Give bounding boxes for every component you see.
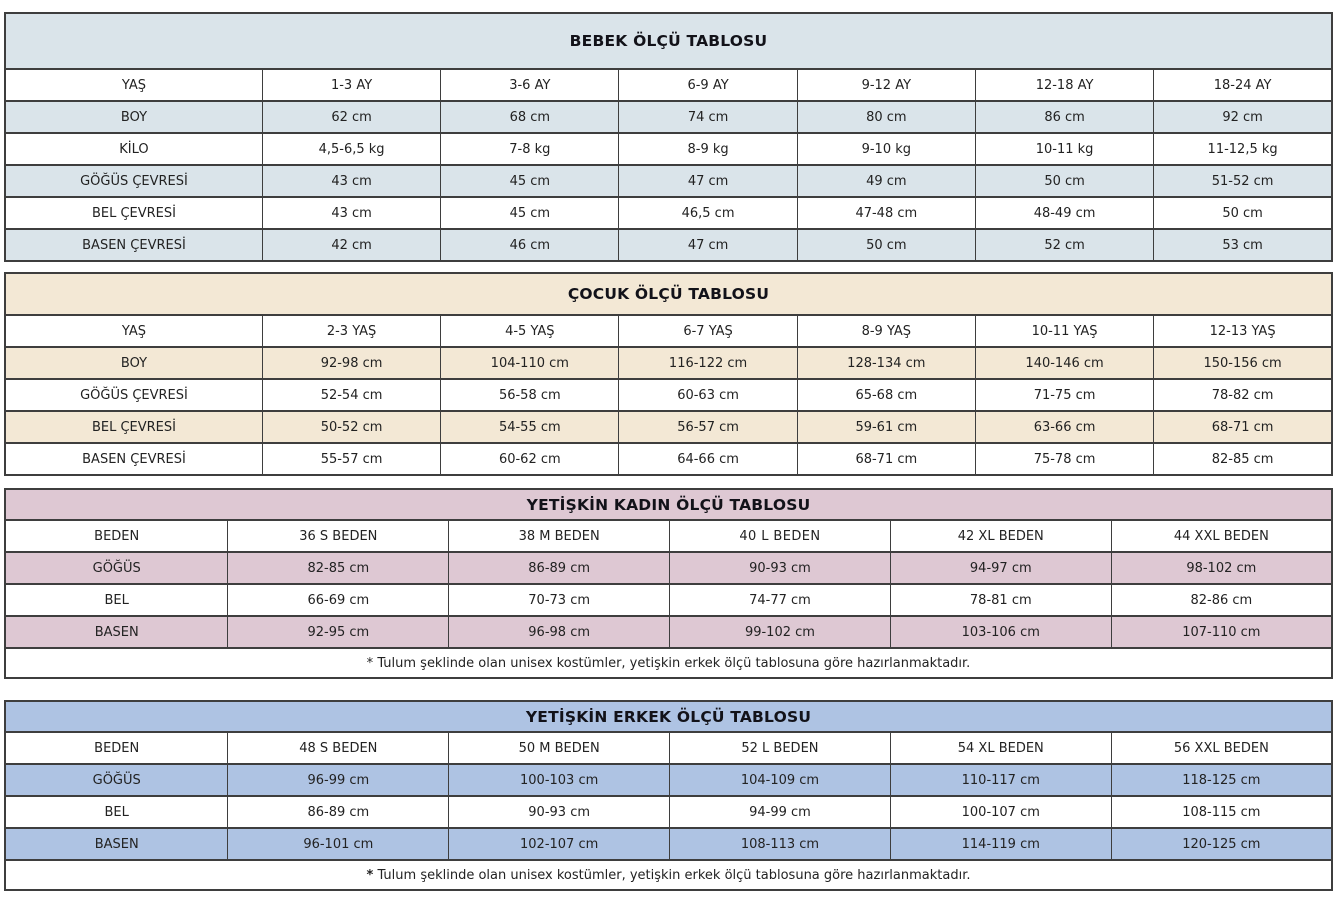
cell-value: 100-103 cm [449, 764, 670, 796]
cell-value: 40 L BEDEN [670, 520, 891, 552]
row-label: BASEN ÇEVRESİ [5, 229, 262, 261]
cell-value: 103-106 cm [890, 616, 1111, 648]
cell-value: 118-125 cm [1111, 764, 1332, 796]
cell-value: 68-71 cm [797, 443, 975, 475]
cell-value: 43 cm [262, 197, 440, 229]
cell-value: 96-98 cm [449, 616, 670, 648]
cell-value: 70-73 cm [449, 584, 670, 616]
cell-value: 100-107 cm [890, 796, 1111, 828]
cell-value: 108-115 cm [1111, 796, 1332, 828]
cell-value: 60-62 cm [441, 443, 619, 475]
cell-value: 62 cm [262, 101, 440, 133]
cell-value: 47-48 cm [797, 197, 975, 229]
cell-value: 6-9 AY [619, 69, 797, 101]
footnote-text: Tulum şeklinde olan unisex kostümler, yetişkin erkek ölçü tablosuna göre hazırlanmaktadır. [377, 867, 971, 883]
cell-value: 66-69 cm [228, 584, 449, 616]
cell-value: 74-77 cm [670, 584, 891, 616]
cell-value: 86 cm [975, 101, 1153, 133]
cell-value: 90-93 cm [670, 552, 891, 584]
size-table-kadin [4, 488, 1333, 679]
cell-value: 59-61 cm [797, 411, 975, 443]
cell-value: 10-11 kg [975, 133, 1153, 165]
row-label: GÖĞÜS ÇEVRESİ [5, 379, 262, 411]
row-label: BASEN [5, 828, 228, 860]
cell-value: 4,5-6,5 kg [262, 133, 440, 165]
footnote-asterisk: * [366, 867, 374, 883]
cell-value: 52-54 cm [262, 379, 440, 411]
cell-value: 75-78 cm [975, 443, 1153, 475]
cell-value: 98-102 cm [1111, 552, 1332, 584]
cell-value: 86-89 cm [228, 796, 449, 828]
row-label: BEL [5, 584, 228, 616]
cell-value: 7-8 kg [441, 133, 619, 165]
footnote-erkek [5, 860, 1332, 890]
cell-value: 110-117 cm [890, 764, 1111, 796]
cell-value: 46 cm [441, 229, 619, 261]
cell-value: 56 XXL BEDEN [1111, 732, 1332, 764]
cell-value: 99-102 cm [670, 616, 891, 648]
table-title-cocuk: ÇOCUK ÖLÇÜ TABLOSU [5, 273, 1332, 315]
cell-value: 50 cm [975, 165, 1153, 197]
cell-value: 65-68 cm [797, 379, 975, 411]
row-label: GÖĞÜS [5, 552, 228, 584]
cell-value: 80 cm [797, 101, 975, 133]
cell-value: 43 cm [262, 165, 440, 197]
cell-value: 120-125 cm [1111, 828, 1332, 860]
cell-value: 63-66 cm [975, 411, 1153, 443]
cell-value: 10-11 YAŞ [975, 315, 1153, 347]
cell-value: 2-3 YAŞ [262, 315, 440, 347]
cell-value: 51-52 cm [1154, 165, 1332, 197]
cell-value: 102-107 cm [449, 828, 670, 860]
row-label: BEL ÇEVRESİ [5, 197, 262, 229]
cell-value: 1-3 AY [262, 69, 440, 101]
cell-value: 64-66 cm [619, 443, 797, 475]
cell-value: 45 cm [441, 165, 619, 197]
cell-value: 53 cm [1154, 229, 1332, 261]
cell-value: 78-81 cm [890, 584, 1111, 616]
cell-value: 4-5 YAŞ [441, 315, 619, 347]
cell-value: 104-110 cm [441, 347, 619, 379]
cell-value: 68-71 cm [1154, 411, 1332, 443]
row-label: BOY [5, 347, 262, 379]
table-title-erkek: YETİŞKİN ERKEK ÖLÇÜ TABLOSU [5, 701, 1332, 732]
footnote-kadin [5, 648, 1332, 678]
cell-value: 55-57 cm [262, 443, 440, 475]
cell-value: 52 L BEDEN [670, 732, 891, 764]
cell-value: 107-110 cm [1111, 616, 1332, 648]
cell-value: 48 S BEDEN [228, 732, 449, 764]
cell-value: 3-6 AY [441, 69, 619, 101]
cell-value: 36 S BEDEN [228, 520, 449, 552]
cell-value: 38 M BEDEN [449, 520, 670, 552]
cell-value: 104-109 cm [670, 764, 891, 796]
size-table-erkek [4, 700, 1333, 891]
row-label: BOY [5, 101, 262, 133]
cell-value: 8-9 kg [619, 133, 797, 165]
cell-value: 47 cm [619, 165, 797, 197]
cell-value: 78-82 cm [1154, 379, 1332, 411]
cell-value: 12-18 AY [975, 69, 1153, 101]
footnote-text: Tulum şeklinde olan unisex kostümler, yetişkin erkek ölçü tablosuna göre hazırlanmaktadır. [377, 655, 971, 671]
row-label: KİLO [5, 133, 262, 165]
cell-value: 68 cm [441, 101, 619, 133]
cell-value: 56-57 cm [619, 411, 797, 443]
cell-value: 86-89 cm [449, 552, 670, 584]
cell-value: 56-58 cm [441, 379, 619, 411]
cell-value: 92-98 cm [262, 347, 440, 379]
cell-value: 71-75 cm [975, 379, 1153, 411]
cell-value: 50-52 cm [262, 411, 440, 443]
footnote-asterisk: * [366, 655, 374, 671]
cell-value: 92 cm [1154, 101, 1332, 133]
row-label: YAŞ [5, 315, 262, 347]
cell-value: 150-156 cm [1154, 347, 1332, 379]
cell-value: 82-85 cm [228, 552, 449, 584]
row-label: BEL ÇEVRESİ [5, 411, 262, 443]
cell-value: 54-55 cm [441, 411, 619, 443]
row-label: BEL [5, 796, 228, 828]
cell-value: 44 XXL BEDEN [1111, 520, 1332, 552]
cell-value: 96-101 cm [228, 828, 449, 860]
table-title-bebek: BEBEK ÖLÇÜ TABLOSU [5, 13, 1332, 69]
cell-value: 42 XL BEDEN [890, 520, 1111, 552]
cell-value: 48-49 cm [975, 197, 1153, 229]
cell-value: 94-99 cm [670, 796, 891, 828]
cell-value: 90-93 cm [449, 796, 670, 828]
row-label: GÖĞÜS ÇEVRESİ [5, 165, 262, 197]
cell-value: 114-119 cm [890, 828, 1111, 860]
cell-value: 42 cm [262, 229, 440, 261]
cell-value: 50 cm [1154, 197, 1332, 229]
row-label: YAŞ [5, 69, 262, 101]
cell-value: 52 cm [975, 229, 1153, 261]
row-label: BEDEN [5, 732, 228, 764]
row-label: GÖĞÜS [5, 764, 228, 796]
cell-value: 18-24 AY [1154, 69, 1332, 101]
cell-value: 74 cm [619, 101, 797, 133]
cell-value: 46,5 cm [619, 197, 797, 229]
cell-value: 128-134 cm [797, 347, 975, 379]
cell-value: 50 M BEDEN [449, 732, 670, 764]
cell-value: 9-10 kg [797, 133, 975, 165]
row-label: BEDEN [5, 520, 228, 552]
cell-value: 50 cm [797, 229, 975, 261]
cell-value: 12-13 YAŞ [1154, 315, 1332, 347]
row-label: BASEN ÇEVRESİ [5, 443, 262, 475]
row-label: BASEN [5, 616, 228, 648]
cell-value: 94-97 cm [890, 552, 1111, 584]
size-table-bebek [4, 12, 1333, 262]
cell-value: 9-12 AY [797, 69, 975, 101]
cell-value: 96-99 cm [228, 764, 449, 796]
cell-value: 6-7 YAŞ [619, 315, 797, 347]
cell-value: 49 cm [797, 165, 975, 197]
cell-value: 116-122 cm [619, 347, 797, 379]
table-title-kadin: YETİŞKİN KADIN ÖLÇÜ TABLOSU [5, 489, 1332, 520]
cell-value: 108-113 cm [670, 828, 891, 860]
cell-value: 45 cm [441, 197, 619, 229]
cell-value: 54 XL BEDEN [890, 732, 1111, 764]
size-table-cocuk [4, 272, 1333, 476]
cell-value: 92-95 cm [228, 616, 449, 648]
cell-value: 8-9 YAŞ [797, 315, 975, 347]
cell-value: 47 cm [619, 229, 797, 261]
cell-value: 140-146 cm [975, 347, 1153, 379]
cell-value: 60-63 cm [619, 379, 797, 411]
cell-value: 82-85 cm [1154, 443, 1332, 475]
cell-value: 11-12,5 kg [1154, 133, 1332, 165]
cell-value: 82-86 cm [1111, 584, 1332, 616]
